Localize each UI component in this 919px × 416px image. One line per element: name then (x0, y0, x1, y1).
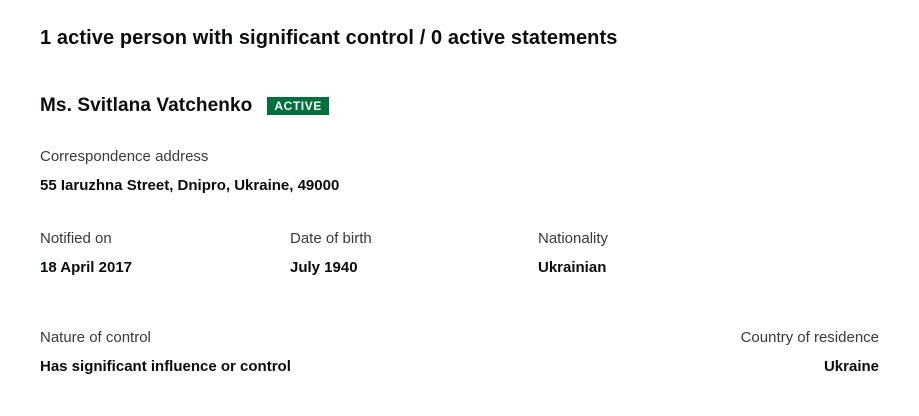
country-of-residence-field (741, 328, 879, 378)
nationality-label: Nationality (538, 229, 609, 247)
notified-on-field (40, 229, 290, 279)
nature-of-control-value: Has significant influence or control (40, 358, 291, 376)
date-of-birth-label: Date of birth (290, 229, 372, 247)
nature-of-control-field (40, 328, 291, 378)
country-of-residence-value: Ukraine (823, 358, 879, 376)
control-row (40, 328, 879, 378)
notified-on-value: 18 April 2017 (40, 258, 132, 276)
psc-name: Ms. Svitlana Vatchenko (40, 95, 253, 116)
page-title: 1 active person with significant control / 0 active statements (40, 27, 618, 49)
date-of-birth-field (290, 229, 538, 279)
notified-on-label: Notified on (40, 229, 112, 247)
correspondence-address-value: 55 Iaruzhna Street, Dnipro, Ukraine, 49000 (40, 177, 340, 195)
nature-of-control-label: Nature of control (40, 329, 151, 346)
date-of-birth-value: July 1940 (290, 258, 358, 276)
correspondence-address-block (40, 147, 879, 197)
country-of-residence-label: Country of residence (740, 329, 879, 346)
correspondence-address-label: Correspondence address (40, 148, 209, 165)
nationality-value: Ukrainian (538, 258, 607, 276)
psc-details-grid (40, 229, 879, 279)
status-badge: ACTIVE (267, 97, 329, 115)
nationality-field (538, 229, 778, 279)
psc-header (40, 95, 879, 117)
